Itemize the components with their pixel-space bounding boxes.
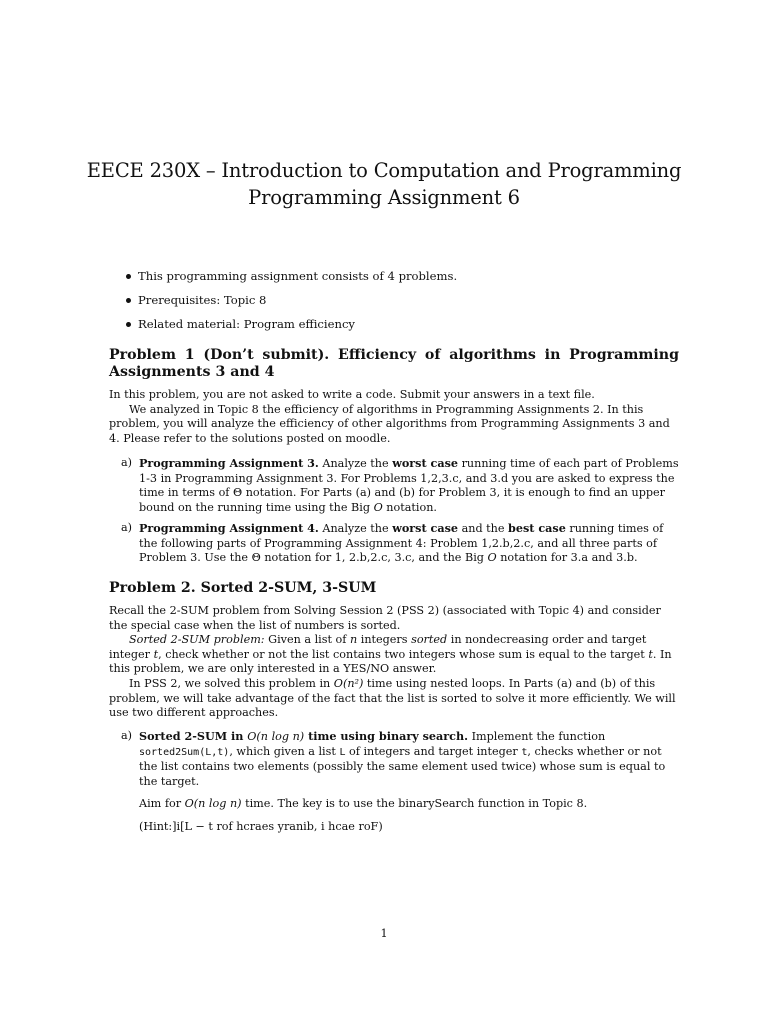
bullet-item: This programming assignment consists of 4 problems. <box>117 268 457 292</box>
document-title <box>0 157 768 211</box>
problem-1-intro-line: In this problem, you are not asked to write a code. Submit your answers in a text file. <box>109 388 595 401</box>
item-label: a) <box>121 729 133 742</box>
problem-2-heading: Problem 2. Sorted 2-SUM, 3-SUM <box>109 580 377 596</box>
problem-2-paragraph-2: Sorted 2-SUM problem: Given a list of n integers sorted in nondecreasing order and target integer t, check whether or not the list contains two integers whose sum is equal to the target t. In this problem, we are only interested in a YES/NO answer. <box>109 633 672 676</box>
item-body: Programming Assignment 4. Analyze the worst case and the best case running times of the following parts of Programming Assignment 4: Problem 1,2.b,2.c, and all three parts of Problem 3. Use the Θ notation for 1, 2.b,2.c, 3.c, and the Big O notation for 3.a and 3.b. <box>139 521 664 565</box>
hint-line: (Hint:]i[L − t rof hcraes yranib, i hcae roF) <box>139 819 383 833</box>
problem-1-intro <box>109 388 679 446</box>
problem-2-paragraph-3: In PSS 2, we solved this problem in O(n²) time using nested loops. In Parts (a) and (b) of this problem, we will take advantage of the fact that the list is sorted to solve it more efficiently. We will use two different approaches. <box>109 676 676 720</box>
problem-1-paragraph: We analyzed in Topic 8 the efficiency of algorithms in Programming Assignments 2. In this problem, you will analyze the efficiency of other algorithms from Programming Assignments 3 and 4. Please refer to the solutions posted on moodle. <box>109 402 670 445</box>
title-line-2: Programming Assignment 6 <box>248 186 520 209</box>
bullet-dot-icon <box>126 274 131 279</box>
problem-2-item-a <box>121 729 679 835</box>
bullet-dot-icon <box>126 298 131 303</box>
bullet-item: Prerequisites: Topic 8 <box>117 292 457 316</box>
aim-line: Aim for O(n log n) time. The key is to use the binarySearch function in Topic 8. <box>139 797 588 811</box>
item-label: a) <box>121 456 133 469</box>
bullet-dot-icon <box>126 322 131 327</box>
bullet-item: Related material: Program efficiency <box>117 316 457 340</box>
item-label: a) <box>121 521 133 534</box>
problem-1-heading: Problem 1 (Don’t submit). Efficiency of algorithms in Programming Assignments 3 and 4 <box>109 347 679 380</box>
item-body: Programming Assignment 3. Analyze the worst case running time of each part of Problems 1-3 in Programming Assignment 3. For Problems 1,2,3.c, and 3.d you are asked to express the time in terms of Θ notation. For Parts (a) and (b) for Problem 3, it is enough to find an upper bound on the running time using the Big O notation. <box>139 456 679 514</box>
info-bullet-list <box>117 268 457 340</box>
item-body: Sorted 2-SUM in O(n log n) time using binary search. Implement the function sorted2Sum(L,t), which given a list L of integers and target integer t, checks whether or not the list contains two elements (possibly the same element used twice) whose sum is equal to the target. Aim for O(n log n) time. The key is to use the binarySearch function in Topic 8. (Hint:]i[L − t rof hcraes yranib, i hcae roF) <box>139 729 679 835</box>
page-number: 1 <box>380 927 388 940</box>
problem-2-paragraph-1: Recall the 2-SUM problem from Solving Session 2 (PSS 2) (associated with Topic 4) and consider the special case when the list of numbers is sorted. <box>109 604 661 632</box>
problem-1-item-a <box>121 456 679 515</box>
title-line-1: EECE 230X – Introduction to Computation and Programming <box>86 159 682 182</box>
problem-2-body <box>109 604 679 721</box>
problem-1-item-b <box>121 521 679 566</box>
code-sorted2sum: sorted2Sum(L,t) <box>139 746 230 758</box>
